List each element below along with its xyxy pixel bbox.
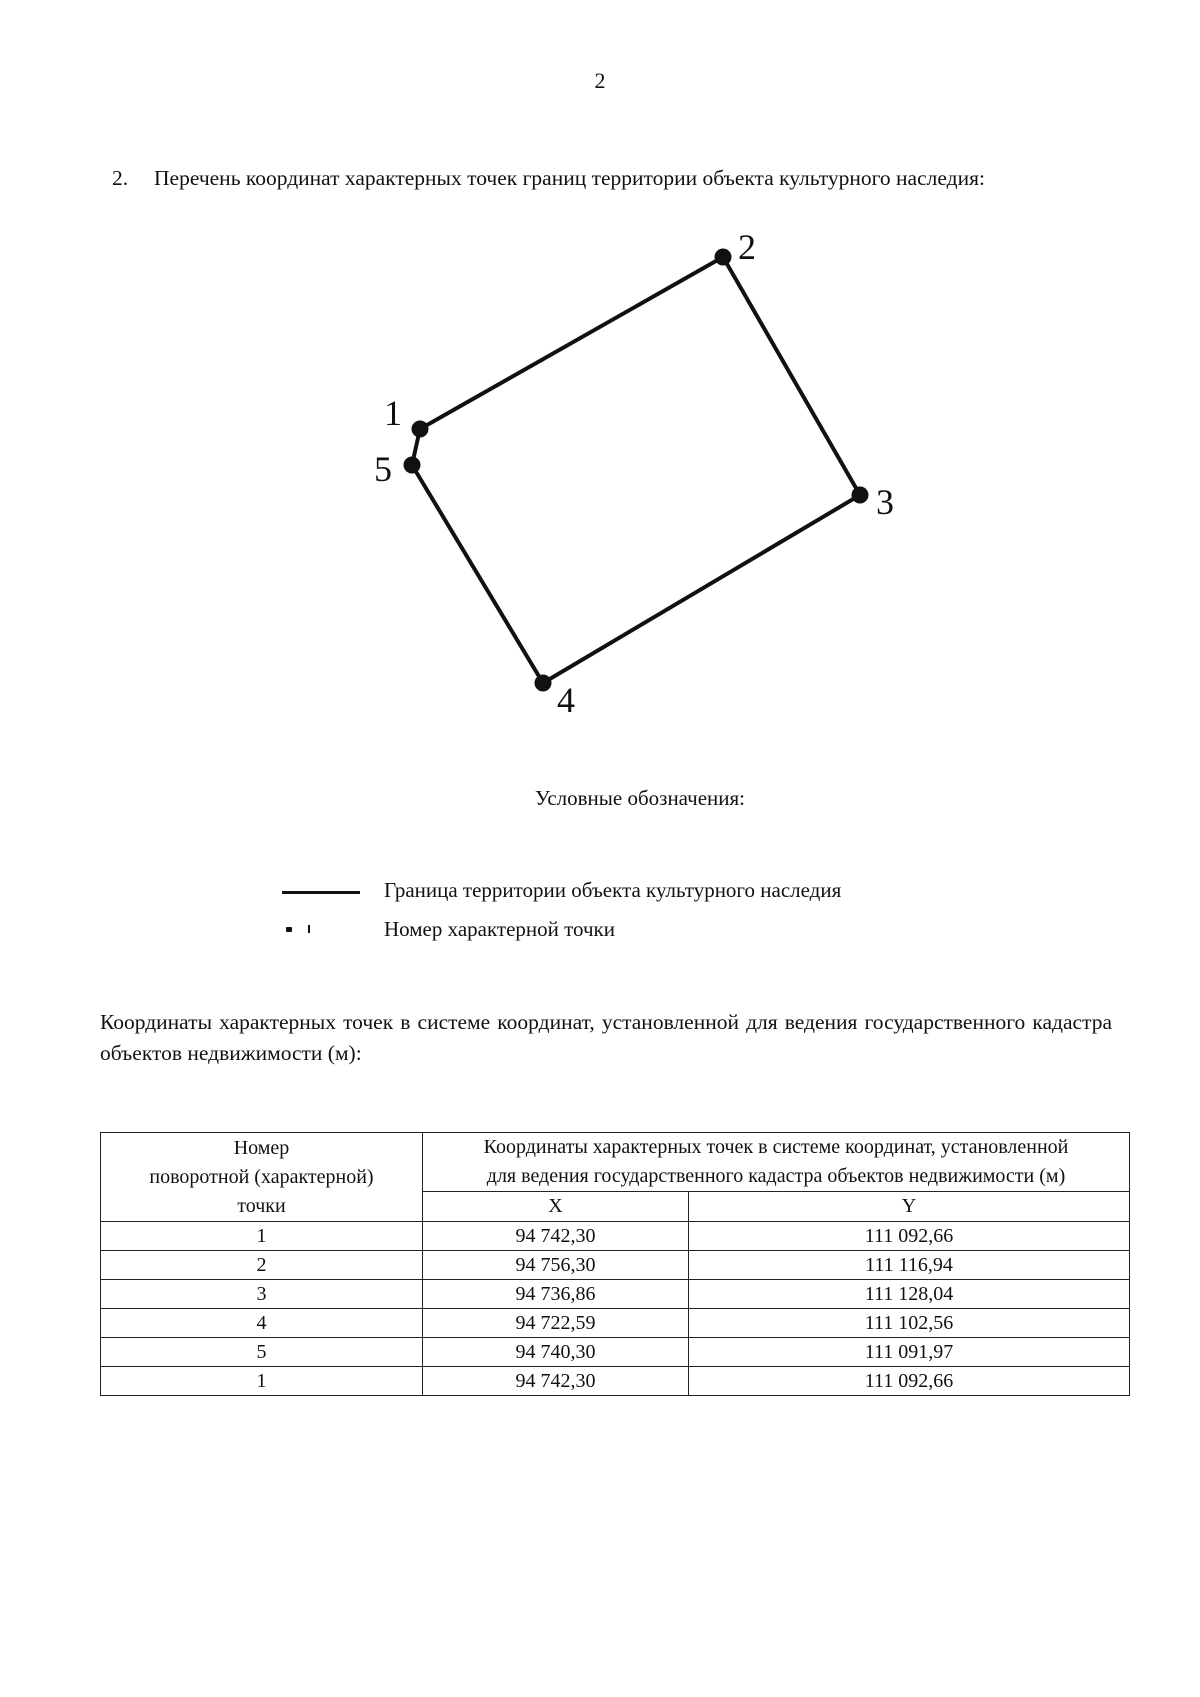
table-header-row: [101, 1133, 1130, 1192]
page-number: 2: [594, 68, 606, 93]
cell-x: 94 756,30: [423, 1251, 689, 1280]
point-marker-3: [852, 487, 869, 504]
point-label-4: 4: [557, 680, 575, 720]
cell-x: 94 742,30: [423, 1222, 689, 1251]
boundary-line-icon: [282, 882, 384, 902]
section-number: 2.: [112, 166, 129, 190]
point-marker-2: [715, 249, 732, 266]
header-y: Y: [689, 1192, 1130, 1222]
table-row: [101, 1280, 1130, 1309]
cell-y: 111 128,04: [689, 1280, 1130, 1309]
header-x: X: [423, 1192, 689, 1222]
section-title: Перечень координат характерных точек границ территории объекта культурного наследия:: [154, 166, 985, 190]
legend-item-point: [282, 917, 615, 942]
point-label-1: 1: [384, 393, 402, 433]
header-coordinates-group: Координаты характерных точек в системе координат, установленной для ведения государственного кадастра объектов недвижимости (м): [423, 1133, 1130, 1192]
boundary-scheme: [0, 0, 1200, 760]
cell-x: 94 722,59: [423, 1309, 689, 1338]
cell-point-number: 3: [101, 1280, 423, 1309]
cell-y: 111 092,66: [689, 1367, 1130, 1396]
point-label-5: 5: [374, 449, 392, 489]
point-marker-4: [535, 675, 552, 692]
table-row: [101, 1309, 1130, 1338]
cell-point-number: 2: [101, 1251, 423, 1280]
point-marker-5: [404, 457, 421, 474]
point-label-3: 3: [876, 482, 894, 522]
legend-label-point: Номер характерной точки: [384, 917, 615, 941]
point-marker-icon: [282, 921, 384, 941]
point-label-2: 2: [738, 227, 756, 267]
legend-label-boundary: Граница территории объекта культурного наследия: [384, 878, 842, 902]
cell-point-number: 1: [101, 1222, 423, 1251]
coordinates-intro: Координаты характерных точек в системе координат, установленной для ведения государственного кадастра объектов недвижимости (м):: [100, 1010, 1112, 1065]
table-row: [101, 1251, 1130, 1280]
cell-x: 94 742,30: [423, 1367, 689, 1396]
point-marker-1: [412, 421, 429, 438]
legend-item-boundary: [282, 878, 841, 903]
cell-y: 111 116,94: [689, 1251, 1130, 1280]
cell-x: 94 736,86: [423, 1280, 689, 1309]
cell-y: 111 102,56: [689, 1309, 1130, 1338]
boundary-polygon: [412, 257, 860, 683]
cell-point-number: 1: [101, 1367, 423, 1396]
table-row: [101, 1222, 1130, 1251]
coordinates-table: [100, 1132, 1130, 1396]
table-row: [101, 1338, 1130, 1367]
cell-point-number: 4: [101, 1309, 423, 1338]
cell-x: 94 740,30: [423, 1338, 689, 1367]
cell-point-number: 5: [101, 1338, 423, 1367]
cell-y: 111 092,66: [689, 1222, 1130, 1251]
header-point-number: Номер поворотной (характерной) точки: [101, 1133, 423, 1222]
table-row: [101, 1367, 1130, 1396]
cell-y: 111 091,97: [689, 1338, 1130, 1367]
legend-title: Условные обозначения:: [534, 786, 746, 810]
